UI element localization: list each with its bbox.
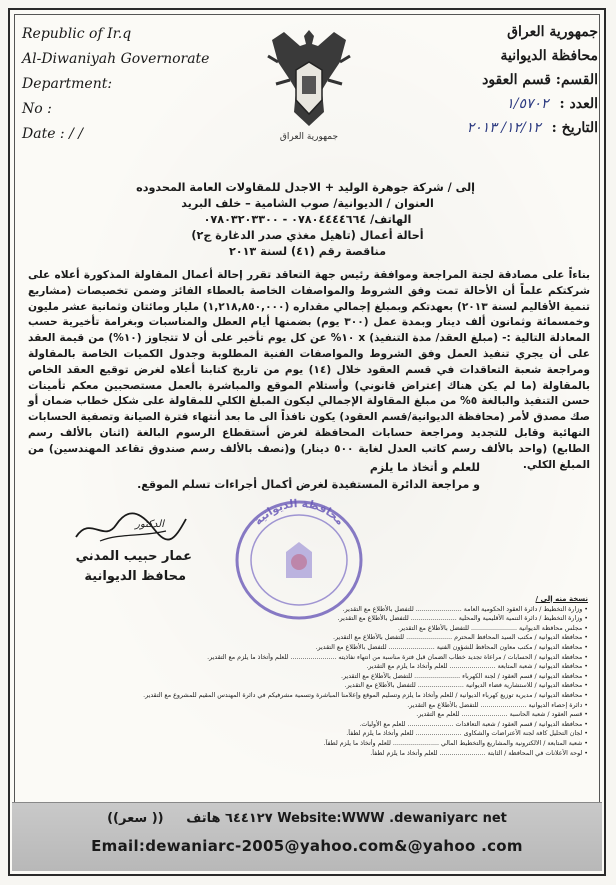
emblem-caption: جمهورية العراق [279,132,339,142]
tender-number: مناقصة رقم (٤١) لسنة ٢٠١٣ [228,245,387,258]
department-ar: القسم: قسم العقود [482,72,598,88]
number-en: No : [22,101,52,117]
header-right [433,20,598,140]
number-ar-value: ١/٥٧٠٢ [506,96,549,112]
signer-title: الدكتور [135,519,164,530]
date-ar-row [433,116,598,140]
letter-body: بناءاً على مصادقة لجنة المراجعة وموافقة رئيس جهة التعاقد تقرر إحالة أعمال المقاولة المذكورة أعلاه على شركتكم علماً أن الأحالة تمت وفق الشروط والمواصفات الخاصة بالعطاء الفائز وضمن تخصيصات (مشاريع تنمية الأقاليم لسنة ٢٠١٣) بعهدتكم وبمبلغ إجمالي مقداره (١,٢١٨,٨٥٠,٠٠٠) مليار ومائتان وثمانية عشر مليون وخمسمائة وثمانون ألف دينار وبمدة عمل (٣٠٠ يوم) بضمنها أيام العطل والمناسبات وبغرامة تأخيرية حسب المعادلة التالية :- (مبلغ العقد/ مدة التنفيذ) x ١٠% عن كل يوم تأخير على أن لا تتجاوز (١٠%) من قيمة العقد على أن يجري تنفيذ العمل وفق الشروط والمواصفات الفنية المطلوبة وجدول الكميات الخاصة بالمقاولة ومراجعة شعبة التعاقدات في قسم العقود خلال (١٤) يوم من تاريخ كتابنا أعلاه لغرض توقيع العقد الخاص بالمقاولة (ما لم يكن هناك إعتراض قانوني) وأستلام الموقع والمباشرة بالعمل مستصحبين معكم تأمينات حسن التنفيذ والبالغة ٥% من مبلغ المقاولة الإجمالي ليكون المبلغ الكلي للمقاولة على شكل خطاب ضمان أو صك مصدق لأمر (محافظة الديوانية/قسم العقود) يكون نافذاً الى ما بعد أنتهاء فترة الصيانة وتصفية الحسابات النهائية وقابل للتجديد ومراجعة حسابات المحافظة لغرض أستقطاع الرسوم البالغة (اثنان بالألف رسم الطابع) (واحد بالألف رسم كاتب العدل لغاية ٥٠٠ دينار) و(نصف بالألف رسم صندوق تقاعد المهندسين) من المبلغ الكلي. [28,269,590,471]
republic-ar: جمهورية العراق [507,24,598,40]
copies-list [28,595,588,758]
copies-items [28,605,588,759]
copy-recipient-item: • محافظة الديوانية / قسم العقود / شعبة التعاقدات ....................... للعلم مع الأوليات. [359,720,588,728]
eagle-emblem-icon [264,22,354,132]
footer-bar [12,802,602,871]
copy-recipient-item: • محافظة الديوانية / شعبة المتابعة ....................... للعلم وأتخاذ ما يلزم مع التقدير. [366,663,588,671]
subject-line: أحالة أعمال (تاهيل مغذي صدر الدغارة ج٢) [191,229,424,242]
header-left [22,22,232,147]
footer-phone: ٦٤٤١٢٧ [225,811,273,826]
addressee-address: العنوان / الديوانية/ صوب الشامية – خلف البريد [181,197,434,210]
governorate-ar: محافظة الديوانية [500,48,598,64]
footer-website-note: (( سعر)) [107,811,164,826]
copies-title: نسخة منه إلى / [535,595,588,603]
copy-recipient-item: • قسم العقود / شعبة الحاسبة ....................... للعلم مع التقدير. [416,711,588,719]
department-en: Department: [22,76,113,92]
copy-recipient-item: • مجلس محافظة الديوانية ....................... للتفضل بالأطلاع مع التقدير. [397,624,588,632]
governorate-en: Al-Diwaniyah Governorate [22,51,210,67]
copy-recipient-item: • محافظة الديوانية / الحسابات / مراعاة تجديد خطاب الضمان قبل فترة مناسبة من انتهاء نفاذيته ....................... للعلم وأتخاذ ما يلزم مع التقدير. [207,653,588,661]
date-en: Date : / / [22,126,83,142]
footer-contact-line [12,811,602,826]
addressee-company: إلى / شركة جوهرة الوليد + الاجدل للمقاولات العامة المحدوده [136,181,475,194]
copy-recipient-item: • محافظة الديوانية / للاستشارية فضاء الديوانية ....................... للتفضل بالأطلاع مع التقدير. [344,682,588,690]
footer-website[interactable]: Website:WWW .dewaniyarc net [277,811,507,826]
addressee-block [136,180,475,260]
signer-name: عمار حبيب المدني [75,549,192,564]
copy-recipient-item: • لوحة الأعلانات في المحافظة / الثابتة ....................... للعلم وأتخاذ ما يلزم لطفاً. [370,749,588,757]
copy-recipient-item: • محافظة الديوانية / مكتب السيد المحافظ المحترم ....................... للتفضل بالأطلاع مع التقدير. [332,634,588,642]
addressee-phone: الهاتف/ ٠٧٨٠٤٤٤٤٦٦٤ - ٠٧٨٠٣٢٠٣٣٠٠ [203,213,412,226]
signature-scribble-icon [70,507,190,547]
republic-en: Republic of Ir.q [22,26,132,42]
closing-notice [120,459,480,493]
copy-recipient-item: • شعبة المتابعة / الالكترونية والمشاريع والتخطيط المالي ....................... للعلم وأتخاذ ما يلزم لطفاً. [323,739,588,747]
notice-line-1: للعلم و أتخاذ ما يلزم [369,461,480,474]
copy-recipient-item: • وزارة التخطيط / دائرة التنمية الأقليمية والمحلية ....................... للتفضل بالأطلاع مع التقدير. [337,615,588,623]
footer-phone-label: هاتف [186,811,221,826]
date-ar-label: التاريخ : [551,120,598,136]
footer-email[interactable]: Email:dewaniarc-2005@yahoo.com&@yahoo .com [91,837,523,855]
copy-recipient-item: • محافظة الديوانية / قسم العقود / لجنة الكهرباء ....................... للتفضل بالأطلاع مع التقدير. [341,672,588,680]
stamp-text: محافظة الديوانية [251,496,347,528]
number-ar-row [433,92,598,116]
signer-role: محافظ الديوانية [84,569,186,584]
svg-text:محافظة الديوانية [251,497,346,528]
copy-recipient-item: • وزارة التخطيط / دائرة العقود الحكومية العامة ....................... للتفضل بالأطلاع مع التقدير. [342,605,588,613]
copy-recipient-item: • محافظة الديوانية / مكتب معاون المحافظ للشؤون الفنية ....................... للتفضل بالأطلاع مع التقدير. [315,643,588,651]
copy-recipient-item: • دائرة إحصاء الديوانية ....................... للتفضل بالأطلاع مع التقدير. [407,701,588,709]
copy-recipient-item: • محافظة الديوانية / مديرية توزيع كهرباء الديوانية / للعلم وأتخاذ ما يلزم وتسليم الموقع وإعلامنا المباشرة وتسمية مشرفيكم في دائرة المهندس المقيم للمشروع مع التقدير. [143,691,588,699]
notice-line-2: و مراجعة الدائرة المستفيدة لغرض أكمال أجراءات تسلم الموقع. [137,478,480,491]
date-ar-value: ١٢/١٢/ ٢٠١٣ [466,120,541,136]
number-ar-label: العدد : [559,96,598,112]
copy-recipient-item: • لجان التحليل كافة لجنة الأعتراضات والشكاوى ....................... للعلم وأتخاذ ما يلزم لطفاً. [346,730,588,738]
